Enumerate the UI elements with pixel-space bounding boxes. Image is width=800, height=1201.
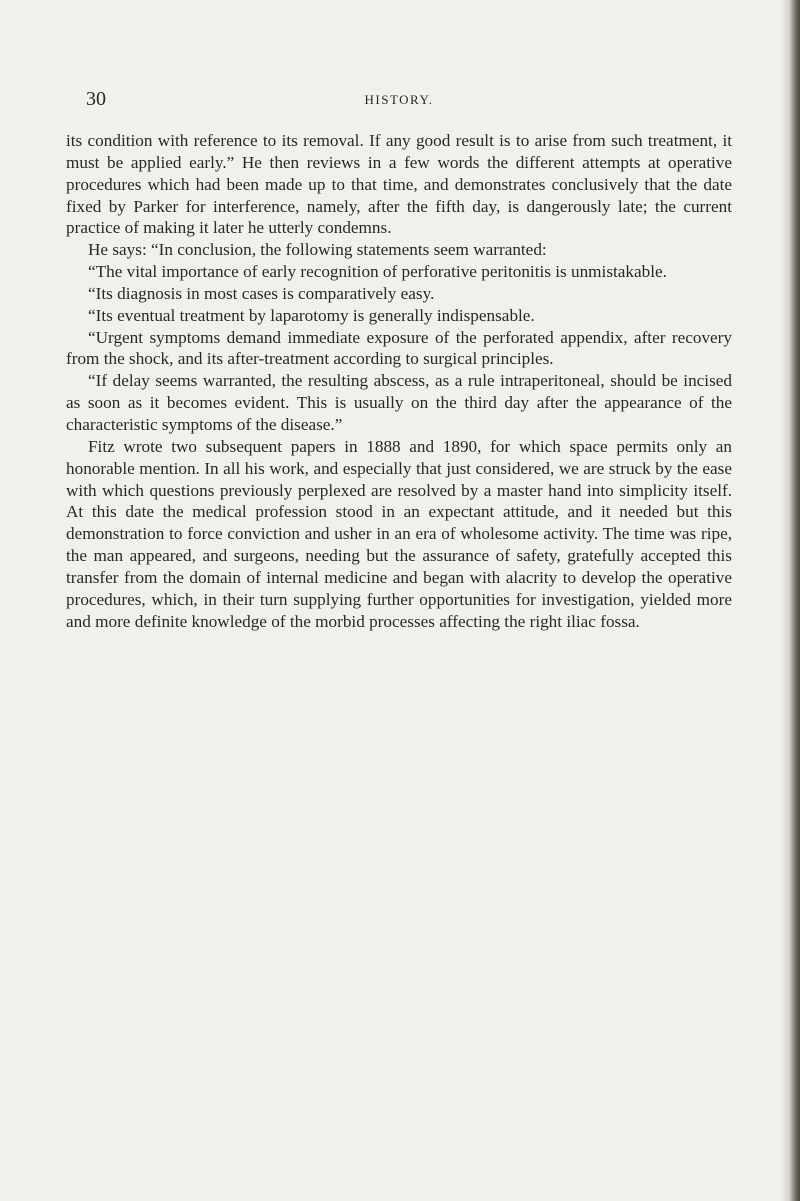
paragraph: “Its diagnosis in most cases is comparatively easy. bbox=[88, 283, 435, 303]
paragraph: its condition with reference to its removal. If any good result is to arise from such treatment, it must be applied early.” He then reviews in a few words the different attempts at operative procedures which had been made up to that time, and demonstrates conclusively that the date fixed by Parker for interference, namely, after the fifth day, is dangerously late; the current practice of making it later he utterly condemns. bbox=[66, 131, 732, 238]
paragraph: He says: “In conclusion, the following statements seem warranted: bbox=[88, 240, 547, 260]
page-number: 30 bbox=[86, 88, 106, 110]
page-edge-shadow bbox=[780, 0, 800, 1201]
paragraph: “Urgent symptoms demand immediate exposure of the perforated appendix, after recovery from the shock, and its after-treatment according to surgical principles. bbox=[66, 327, 732, 369]
paragraph: “The vital importance of early recognition of perforative peritonitis is unmistakable. bbox=[88, 262, 667, 282]
paragraph: “If delay seems warranted, the resulting abscess, as a rule intraperitoneal, should be incised as soon as it becomes evident. This is usually on the third day after the appearance of the characteristic symptoms of the disease.” bbox=[66, 371, 732, 434]
paragraph: “Its eventual treatment by laparotomy is generally indispensable. bbox=[88, 305, 535, 325]
paragraph: Fitz wrote two subsequent papers in 1888 and 1890, for which space permits only an honorable mention. In all his work, and especially that just considered, we are struck by the ease with which questions previously perplexed are resolved by a master hand into simplicity itself. At this date the medical profession stood in an expectant attitude, and it needed but this demonstration to force conviction and usher in an era of wholesome activity. The time was ripe, the man appeared, and surgeons, needing but the assurance of safety, gratefully accepted this transfer from the domain of internal medicine and began with alacrity to develop the operative procedures, which, in their turn supplying further opportunities for investigation, yielded more and more definite knowledge of the morbid processes affecting the right iliac fossa. bbox=[66, 436, 732, 631]
book-page bbox=[66, 88, 732, 632]
running-head bbox=[66, 88, 732, 112]
section-title: HISTORY. bbox=[364, 92, 434, 107]
body-text bbox=[66, 130, 732, 632]
